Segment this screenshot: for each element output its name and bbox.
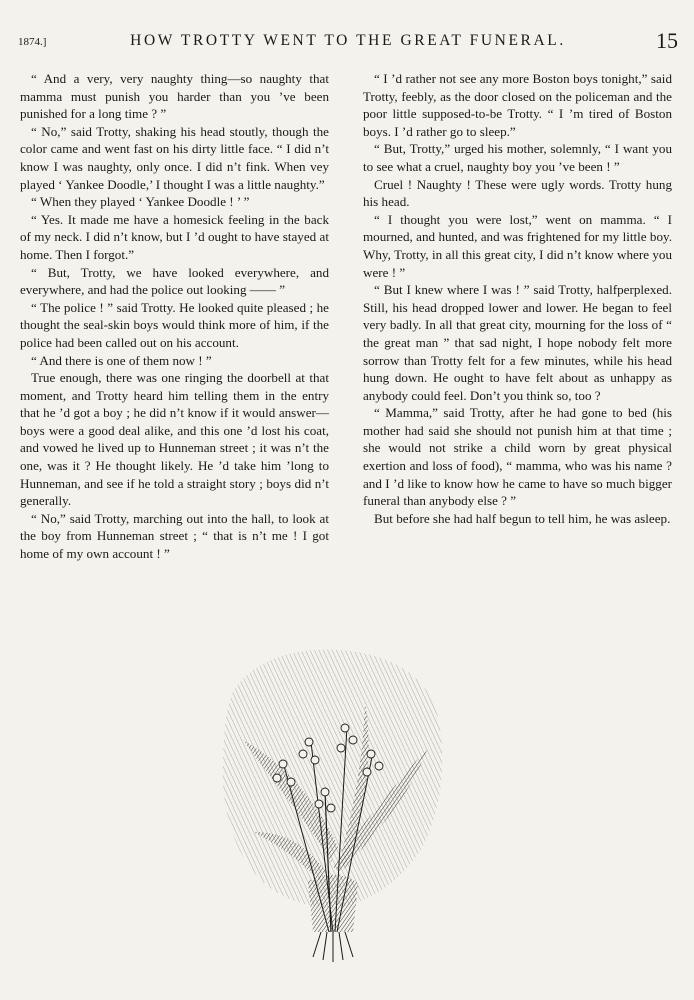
- running-header: [18, 30, 678, 52]
- paragraph: “ And there is one of them now ! ”: [31, 352, 212, 368]
- paragraph: “ And a very, very naughty thing—so naughty that mamma must punish you harder than you ’ve been punished for a long time ? ”: [20, 71, 329, 122]
- paragraph: Cruel ! Naughty ! These were ugly words. Trotty hung his head.: [363, 176, 672, 210]
- paragraph: “ No,” said Trotty, marching out into the hall, to look at the boy from Hunneman street ; “ that is n’t me ! I got home of my own account ! ”: [20, 510, 329, 562]
- right-column: [363, 70, 672, 527]
- paragraph: “ But I knew where I was ! ” said Trotty, halfperplexed. Still, his head dropped lower and lower. He began to feel very badly. In all that great city, mourning for the loss of “ the great man ” that sad night, I hope nobody felt more sorrow than Trotty felt for a few minutes, while his head hung down. He ought to have felt about as unhappy as anybody could feel. Don’t you think so, too ?: [363, 282, 672, 403]
- page-number: 15: [656, 28, 678, 53]
- paragraph: “ I ’d rather not see any more Boston boys tonight,” said Trotty, feebly, as the door closed on the policeman and the poor little supposed-to-be Trotty. “ I ’m tired of Boston boys. I ’d rather go to sleep.”: [363, 71, 672, 139]
- header-year: 1874.]: [18, 36, 47, 48]
- lily-bouquet-illustration: [213, 632, 453, 962]
- paragraph: “ Mamma,” said Trotty, after he had gone to bed (his mother had said she should not punish him at that time ; she would not strike a child worn by great physical exertion and loss of food), “ mamma, who was his name ? and I ’d like to know how he came to have so much bigger funeral than anybody else ? ”: [363, 405, 672, 509]
- paragraph: But before she had half begun to tell him, he was asleep.: [374, 510, 671, 526]
- paragraph: “ But, Trotty,” urged his mother, solemnly, “ I want you to see what a cruel, naughty boy you ’ve been ! ”: [363, 141, 672, 174]
- paragraph: “ The police ! ” said Trotty. He looked quite pleased ; he thought the seal-skin boys would think more of him, if the police had been called out on his account.: [20, 299, 329, 350]
- paragraph: “ No,” said Trotty, shaking his head stoutly, though the color came and went fast on his dirty little face. “ I did n’t know I was naughty, only once. I did n’t fink. When vey played ‘ Yankee Doodle,’ I thought I was a little naughty.”: [20, 123, 329, 192]
- paragraph: True enough, there was one ringing the doorbell at that moment, and Trotty heard him telling them in the entry that he ’d got a boy ; he did n’t know if it would answer—boys were a good deal alike, and this one ’d lost his coat, and vowed he lived up to Hunneman street ; it was n’t the one, was it ? He thought likely. He ’d take him ’long to Hunneman, and see if he told a straight story ; boys did n’t generally.: [20, 370, 329, 509]
- lily-of-the-valley-bouquet-icon: [213, 632, 453, 962]
- paragraph: “ Yes. It made me have a homesick feeling in the back of my neck. I did n’t know, but I ’d ought to have stayed at home. Then I forgot.”: [20, 211, 329, 262]
- header-title: HOW TROTTY WENT TO THE GREAT FUNERAL.: [130, 32, 566, 49]
- paragraph: “ But, Trotty, we have looked everywhere, and everywhere, and had the police out looking —— ”: [20, 264, 329, 298]
- paragraph: “ I thought you were lost,” went on mamma. “ I mourned, and hunted, and was frightened for my little boy. Why, Trotty, in all this great city, I did n’t know where you were ! ”: [363, 211, 672, 280]
- left-column: [20, 70, 329, 563]
- paragraph: “ When they played ‘ Yankee Doodle ! ’ ”: [31, 194, 250, 210]
